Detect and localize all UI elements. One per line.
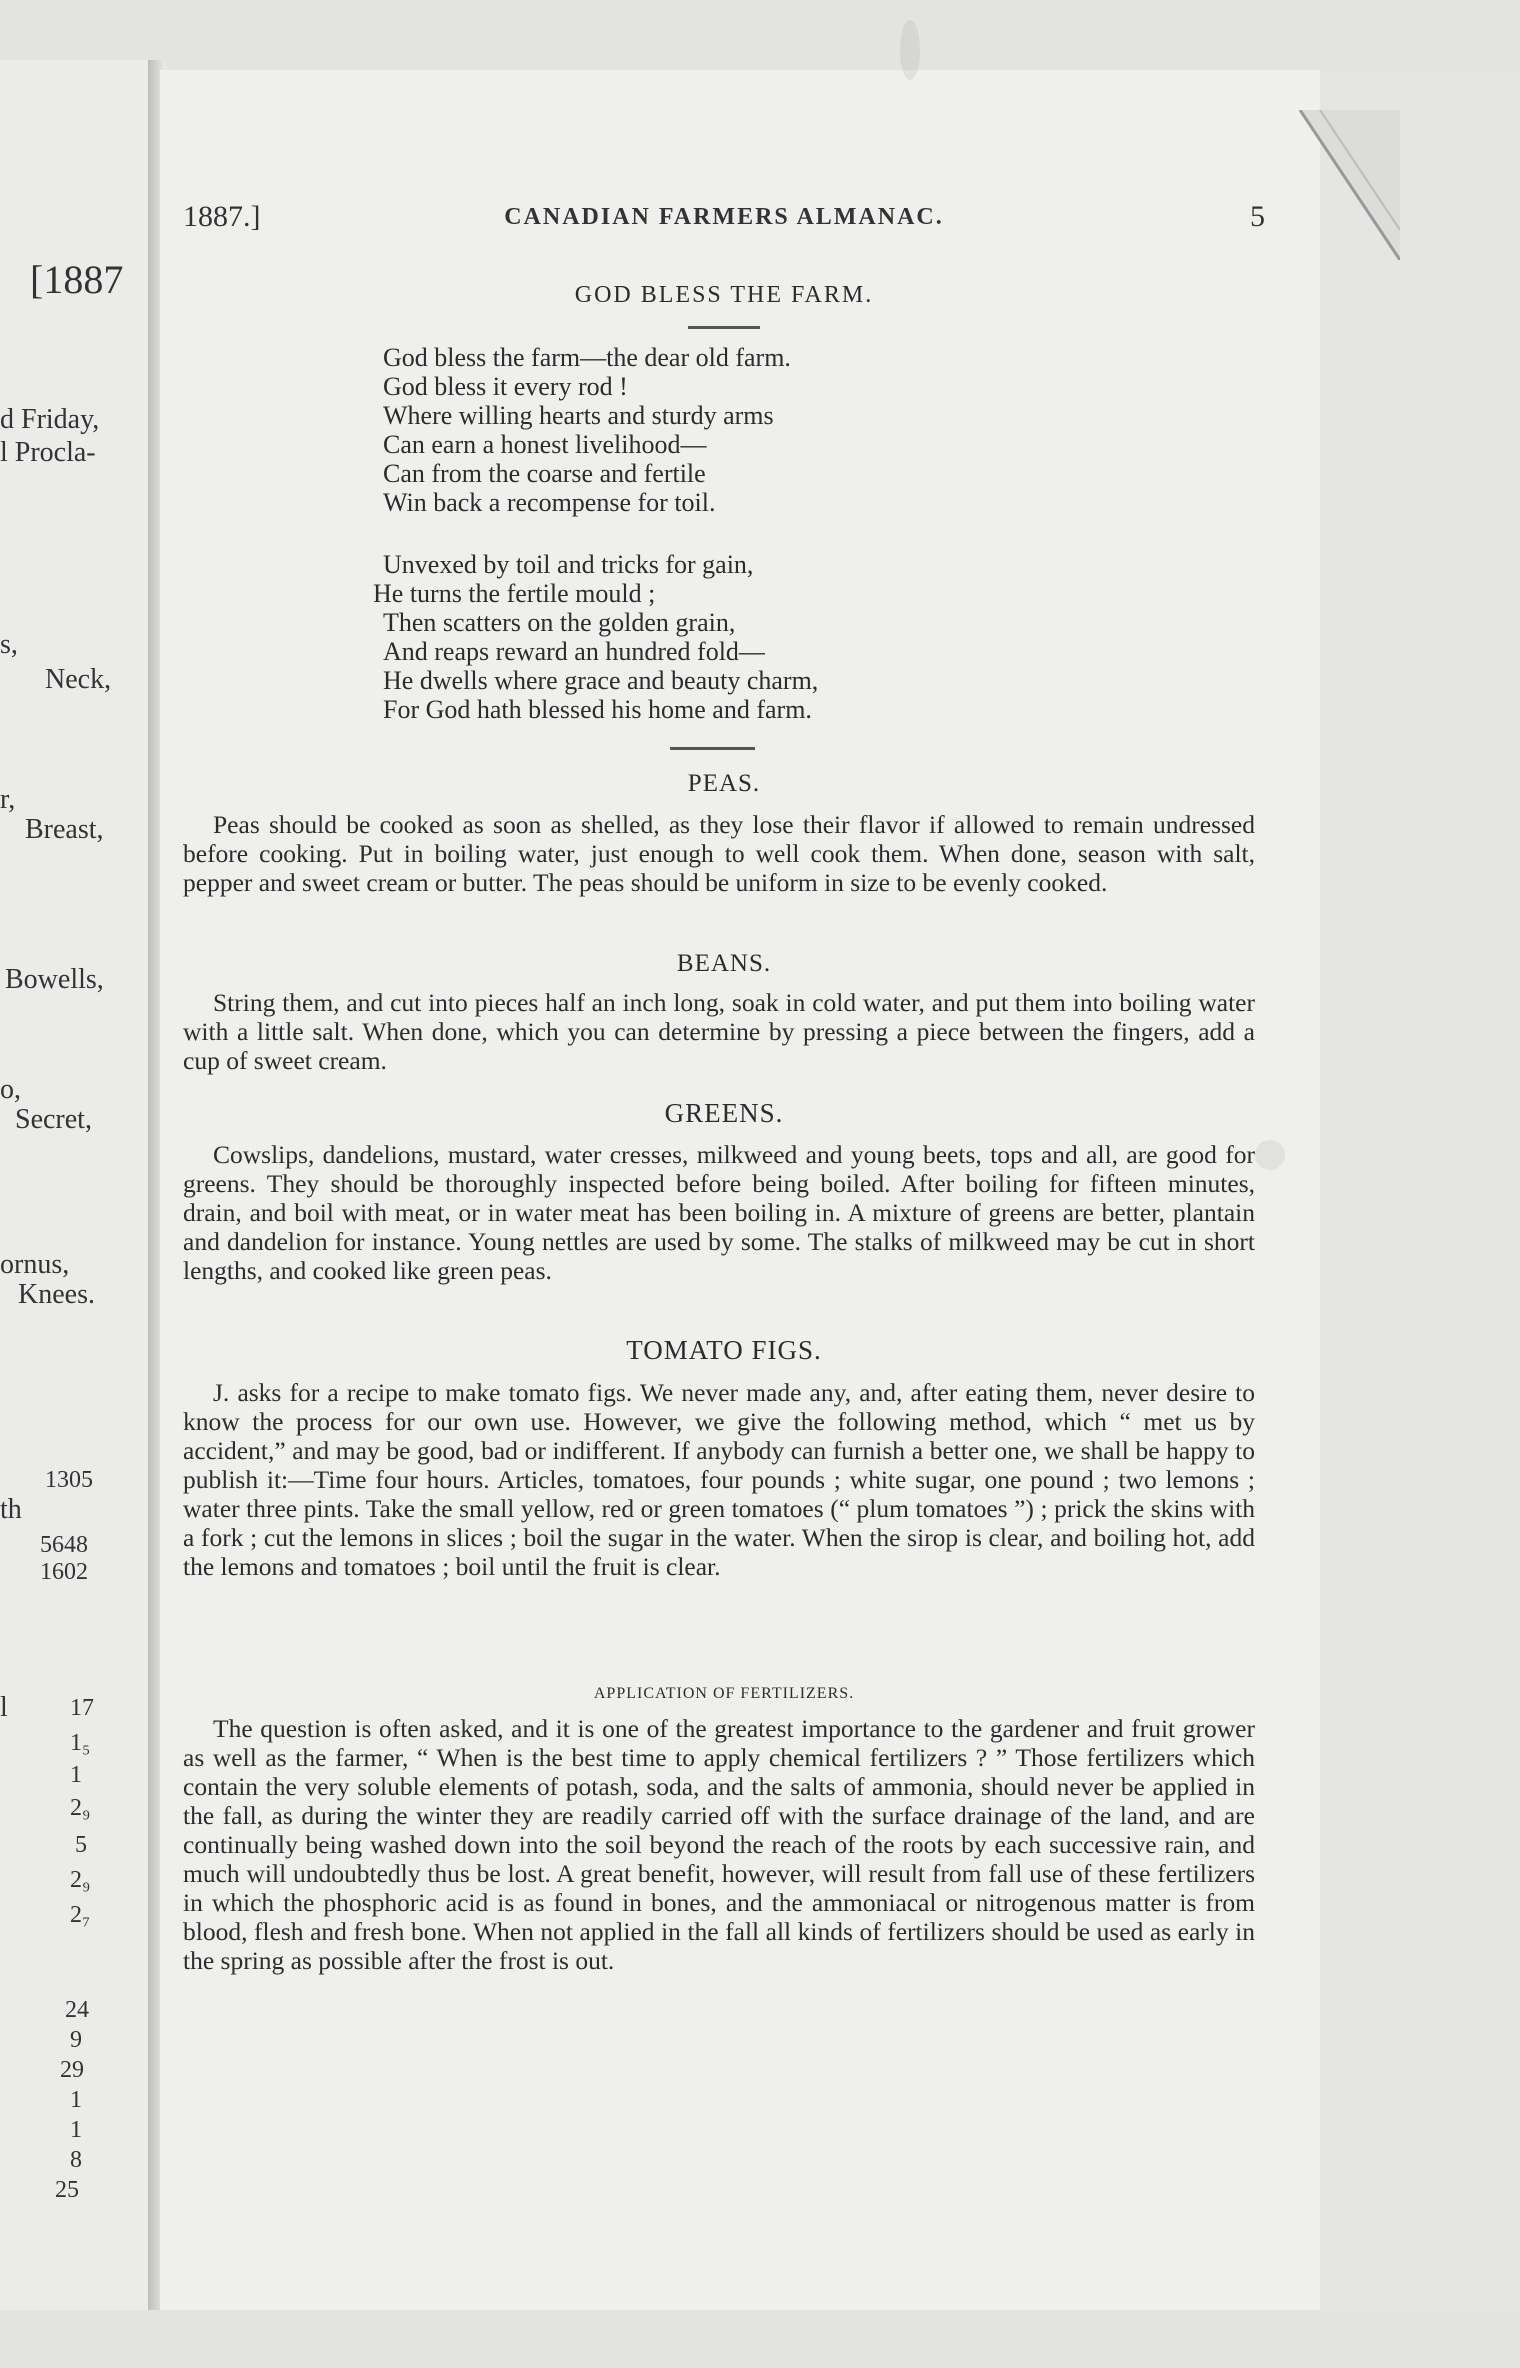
- previous-page-fragment-text: o,: [0, 1074, 21, 1105]
- page-number: 5: [1250, 200, 1265, 233]
- poem-stanza-1: [383, 343, 1083, 517]
- previous-page-header: [1887: [30, 257, 124, 302]
- previous-page-fragment-text: d Friday,: [0, 404, 100, 435]
- section-text-beans: String them, and cut into pieces half an inch long, soak in cold water, and put them into boiling water with a little salt. When done, which you can determine by pressing a piece between the fingers, add a cup of sweet cream.: [183, 988, 1255, 1075]
- previous-page-fragment-text: ornus,: [0, 1249, 70, 1280]
- previous-page-fragment-text: 1: [70, 1762, 82, 1788]
- poem-line: And reaps reward an hundred fold—: [383, 637, 765, 666]
- section-text-greens: Cowslips, dandelions, mustard, water cresses, milkweed and young beets, tops and all, are good for greens. They should be thoroughly inspected before being boiled. After boiling for fifteen minutes, drain, and boil with meat, or in water meat has been boiling in. A mixture of greens are better, plantain and dandelion for instance. Young nettles are used by some. The stalks of milkweed may be cut in short lengths, and cooked like green peas.: [183, 1140, 1255, 1285]
- header-title: CANADIAN FARMERS ALMANAC.: [504, 204, 944, 230]
- section-heading-fertilizers: APPLICATION OF FERTILIZERS.: [593, 1685, 855, 1702]
- divider: [688, 326, 760, 329]
- section-heading-tomato-figs: TOMATO FIGS.: [626, 1335, 822, 1365]
- previous-page-fragment-text: 29: [60, 2057, 84, 2083]
- section-text-fertilizers: The question is often asked, and it is one of the greatest importance to the gardener and fruit grower as well as the farmer, “ When is the best time to apply chemical fertilizers ? ” Those fertilizers which contain the very soluble elements of potash, soda, and the salts of ammonia, should never be applied in the fall, as during the winter they are readily carried off with the surface drainage of the land, and are continually being washed down into the soil beyond the reach of the roots by each successive rain, and much will undoubtedly thus be lost. A great benefit, however, will result from fall use of these fertilizers in which the phosphoric acid is as found in bones, and the ammoniacal or nitrogenous matter is from blood, flesh and fresh bone. When not applied in the fall all kinds of fertilizers should be used as early in the spring as possible after the frost is out.: [183, 1714, 1255, 1975]
- folded-corner-icon: [1290, 110, 1400, 260]
- poem-title: GOD BLESS THE FARM.: [574, 282, 874, 308]
- previous-page-fragment-text: s,: [0, 629, 18, 660]
- section-heading-peas: PEAS.: [687, 770, 761, 797]
- ink-smudge: [900, 20, 920, 80]
- poem-line: For God hath blessed his home and farm.: [383, 695, 812, 724]
- previous-page-fragment-text: 25: [55, 2177, 79, 2203]
- previous-page-fragment-text: Bowells,: [5, 964, 104, 995]
- page-margin-shadow: [1320, 70, 1520, 2310]
- poem-line: Win back a recompense for toil.: [383, 488, 716, 517]
- previous-page-fragment-text: 1: [70, 2087, 82, 2113]
- poem-line: God bless it every rod !: [383, 372, 628, 401]
- previous-page-fragment-text: Knees.: [18, 1279, 95, 1310]
- previous-page-fragment: [0, 60, 150, 2310]
- poem-stanza-2: [373, 550, 1083, 724]
- previous-page-fragment-text: 24: [65, 1997, 89, 2023]
- running-header: [183, 200, 1265, 240]
- poem-line: Where willing hearts and sturdy arms: [383, 401, 774, 430]
- section-heading-beans: BEANS.: [676, 950, 772, 977]
- previous-page-fragment-text: 8: [70, 2147, 82, 2173]
- previous-page-fragment-text: 5: [75, 1832, 87, 1858]
- previous-page-fragment-text: 1305: [45, 1467, 93, 1493]
- previous-page-fragment-text: 17: [70, 1695, 94, 1721]
- previous-page-fragment-text: Breast,: [25, 814, 104, 845]
- previous-page-fragment-text: l Procla-: [0, 437, 96, 468]
- previous-page-fragment-text: 5648: [40, 1532, 88, 1558]
- section-text-tomato-figs: J. asks for a recipe to make tomato figs. We never made any, and, after eating them, never desire to know the process for our own use. However, we give the following method, which “ met us by accident,” and may be good, bad or indifferent. If anybody can furnish a better one, we shall be happy to publish it:—Time four hours. Articles, tomatoes, four pounds ; white sugar, one pound ; two lemons ; water three pints. Take the small yellow, red or green tomatoes (“ plum tomatoes ”) ; prick the skins with a fork ; cut the lemons in slices ; boil the sugar in the water. When the sirop is clear, and boiling hot, add the lemons and tomatoes ; boil until the fruit is clear.: [183, 1378, 1255, 1581]
- poem-line: Then scatters on the golden grain,: [383, 608, 736, 637]
- section-text-peas: Peas should be cooked as soon as shelled, as they lose their flavor if allowed to remain undressed before cooking. Put in boiling water, just enough to well cook them. When done, season with salt, pepper and sweet cream or butter. The peas should be uniform in size to be evenly cooked.: [183, 810, 1255, 897]
- poem-line: Can from the coarse and fertile: [383, 459, 706, 488]
- previous-page-fragment-text: 2₉: [70, 1795, 91, 1821]
- previous-page-fragment-text: Secret,: [15, 1104, 92, 1135]
- poem-line: He turns the fertile mould ;: [373, 579, 656, 608]
- poem-line: God bless the farm—the dear old farm.: [383, 343, 791, 372]
- previous-page-fragment-text: 1602: [40, 1559, 88, 1585]
- poem-line: He dwells where grace and beauty charm,: [383, 666, 819, 695]
- poem-line: Can earn a honest livelihood—: [383, 430, 707, 459]
- previous-page-fragment-text: Neck,: [45, 664, 112, 695]
- poem-line: Unvexed by toil and tricks for gain,: [383, 550, 754, 579]
- ink-smudge: [1255, 1140, 1285, 1170]
- previous-page-fragment-text: 9: [70, 2027, 82, 2053]
- header-year: 1887.]: [183, 200, 261, 233]
- previous-page-fragment-text: th: [0, 1494, 22, 1525]
- previous-page-fragment-text: l: [0, 1692, 8, 1723]
- previous-page-fragment-text: 1₅: [70, 1730, 91, 1756]
- previous-page-fragment-text: r,: [0, 784, 16, 815]
- divider: [670, 747, 755, 750]
- previous-page-fragment-text: 1: [70, 2117, 82, 2143]
- section-heading-greens: GREENS.: [664, 1098, 784, 1128]
- previous-page-fragment-text: 2₉: [70, 1867, 91, 1893]
- previous-page-fragment-text: 2₇: [70, 1902, 91, 1928]
